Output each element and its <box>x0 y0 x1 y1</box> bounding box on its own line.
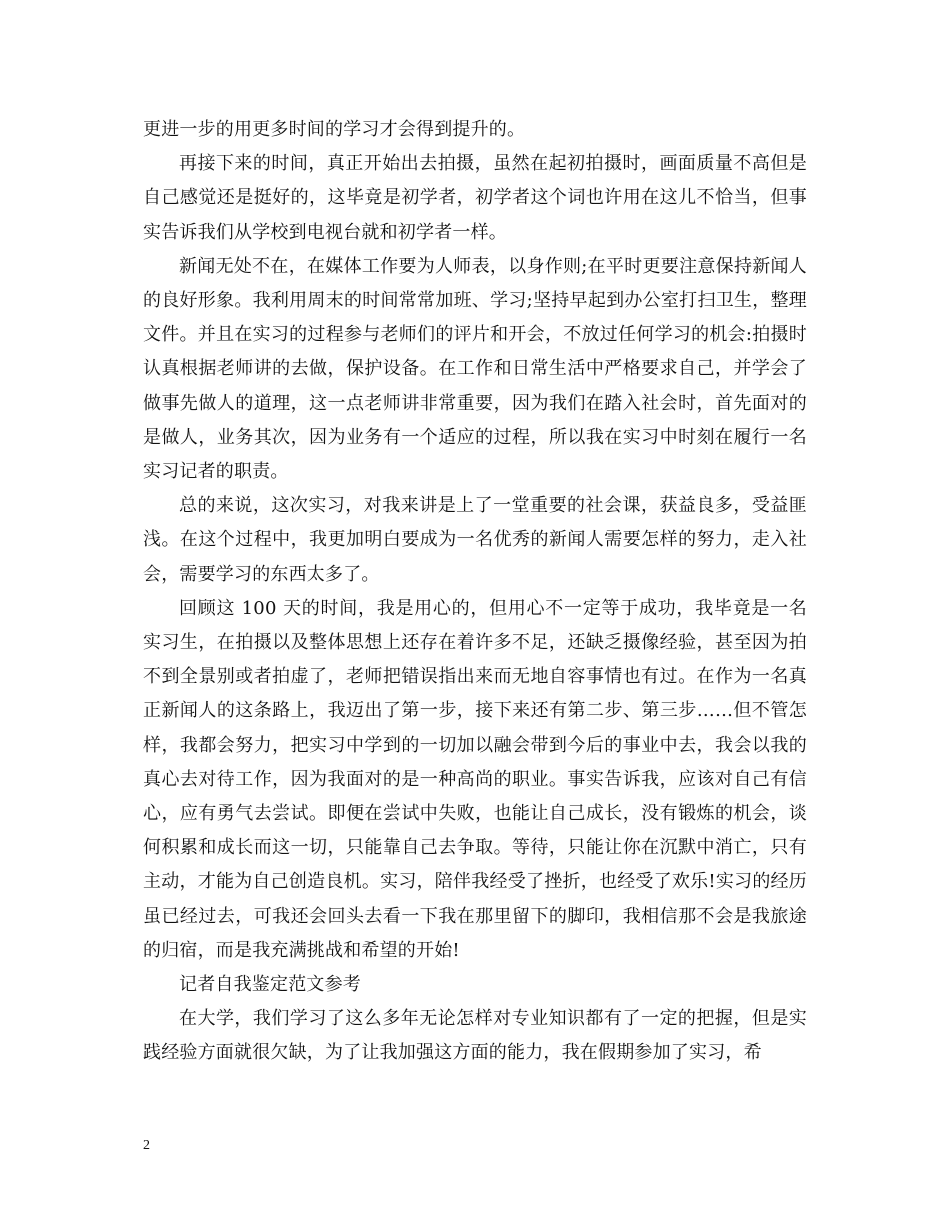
document-body <box>143 113 807 1071</box>
paragraph-6: 在大学，我们学习了这么多年无论怎样对专业知识都有了一定的把握，但是实践经验方面就很欠缺，为了让我加强这方面的能力，我在假期参加了实习，希 <box>143 1008 807 1064</box>
paragraph-1: 更进一步的用更多时间的学习才会得到提升的。 <box>143 119 526 140</box>
paragraph-4: 总的来说，这次实习，对我来讲是上了一堂重要的社会课，获益良多，受益匪浅。在这个过程中，我更加明白要成为一名优秀的新闻人需要怎样的努力，走入社会，需要学习的东西太多了。 <box>143 495 807 585</box>
paragraph-3: 新闻无处不在，在媒体工作要为人师表，以身作则;在平时更要注意保持新闻人的良好形象。我利用周末的时间常常加班、学习;坚持早起到办公室打扫卫生，整理文件。并且在实习的过程参与老师们的评片和开会，不放过任何学习的机会:拍摄时认真根据老师讲的去做，保护设备。在工作和日常生活中严格要求自己，并学会了做事先做人的道理，这一点老师讲非常重要，因为我们在踏入社会时，首先面对的是做人，业务其次，因为业务有一个适应的过程，所以我在实习中时刻在履行一名实习记者的职责。 <box>143 255 807 483</box>
paragraph-2: 再接下来的时间，真正开始出去拍摄，虽然在起初拍摄时，画面质量不高但是自己感觉还是挺好的，这毕竟是初学者，初学者这个词也许用在这儿不恰当，但事实告诉我们从学校到电视台就和初学者一样。 <box>143 153 807 243</box>
page-number: 2 <box>143 1138 150 1153</box>
section-heading: 记者自我鉴定范文参考 <box>179 974 361 996</box>
paragraph-5: 回顾这 100 天的时间，我是用心的，但用心不一定等于成功，我毕竟是一名实习生，在拍摄以及整体思想上还存在着许多不足，还缺乏摄像经验，甚至因为拍不到全景别或者拍虚了，老师把错误指出来而无地自容事情也有过。在作为一名真正新闻人的这条路上，我迈出了第一步，接下来还有第二步、第三步……但不管怎样，我都会努力，把实习中学到的一切加以融会带到今后的事业中去，我会以我的真心去对待工作，因为我面对的是一种高尚的职业。事实告诉我，应该对自己有信心，应有勇气去尝试。即便在尝试中失败，也能让自己成长，没有锻炼的机会，谈何积累和成长而这一切，只能靠自己去争取。等待，只能让你在沉默中消亡，只有主动，才能为自己创造良机。实习，陪伴我经受了挫折，也经受了欢乐!实习的经历虽已经过去，可我还会回头去看一下我在那里留下的脚印，我相信那不会是我旅途的归宿，而是我充满挑战和希望的开始! <box>143 597 807 961</box>
